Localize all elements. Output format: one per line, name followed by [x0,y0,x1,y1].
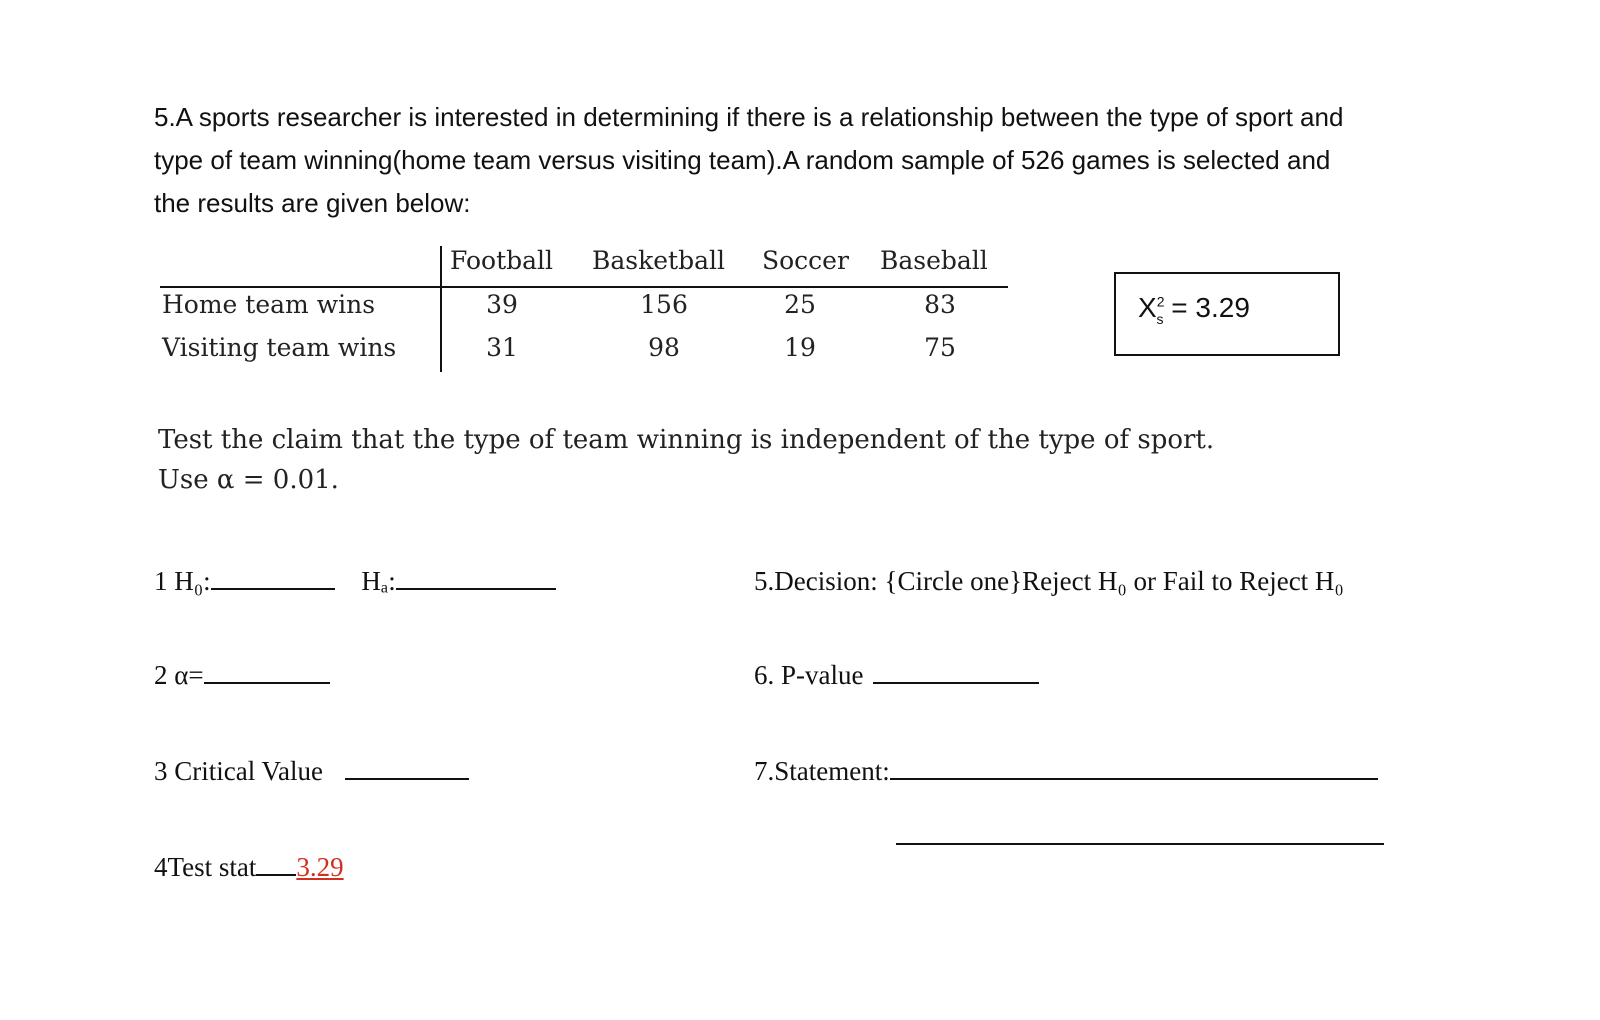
chi-sub: s [1156,310,1164,327]
statement-blank-1[interactable] [890,777,1378,780]
test-stat-label: 4Test stat [154,852,257,882]
question-6 [754,660,1039,691]
cell-home-baseball: 83 [924,290,956,319]
question-2 [154,660,330,691]
alpha-label: 2 α= [154,660,204,690]
intro-line-1: 5.A sports researcher is interested in determining if there is a relationship between the type of sport and [154,102,1344,132]
question-5 [754,566,1344,597]
claim-text [158,420,1214,500]
h0-blank[interactable] [211,587,335,590]
intro-line-2: type of team winning(home team versus visiting team).A random sample of 526 games is selected and [154,145,1331,175]
cell-home-soccer: 25 [784,290,816,319]
table-vertical-divider [440,246,442,372]
question-7 [754,756,1378,787]
row-label-home: Home team wins [162,290,376,319]
question-3 [154,756,469,787]
header-soccer: Soccer [762,246,849,275]
cell-visiting-basketball: 98 [648,333,680,362]
cell-home-basketball: 156 [640,290,688,319]
header-football: Football [450,246,554,275]
chi-square-box [1114,272,1340,356]
p-value-blank[interactable] [873,681,1039,684]
chi-sup: 2 [1156,293,1165,310]
cell-home-football: 39 [486,290,518,319]
problem-intro [154,96,1474,225]
cell-visiting-football: 31 [486,333,518,362]
h0-label: 1 H₀: [154,566,211,596]
critical-value-blank[interactable] [345,777,469,780]
statement-label: 7.Statement: [754,756,890,786]
cell-visiting-baseball: 75 [924,333,956,362]
ha-label: Hₐ: [361,566,396,596]
test-stat-answer[interactable]: 3.29 [296,852,344,882]
chi-square-text [1138,292,1250,327]
question-4 [154,852,344,883]
header-baseball: Baseball [880,246,988,275]
ha-blank[interactable] [396,587,556,590]
table-horizontal-divider [160,286,1008,288]
test-stat-blank [256,873,296,876]
chi-symbol: X [1138,292,1157,323]
question-1 [154,566,556,597]
critical-value-label: 3 Critical Value [154,756,323,786]
cell-visiting-soccer: 19 [784,333,816,362]
row-label-visiting: Visiting team wins [162,333,397,362]
claim-line-1: Test the claim that the type of team winning is independent of the type of sport. [158,425,1215,455]
claim-line-2: Use α = 0.01. [158,465,339,495]
chi-value: = 3.29 [1171,292,1250,323]
header-basketball: Basketball [592,246,725,275]
alpha-blank[interactable] [204,681,330,684]
intro-line-3: the results are given below: [154,188,471,218]
statement-blank-2[interactable] [896,843,1384,845]
decision-text: 5.Decision: {Circle one}Reject H₀ or Fail to Reject H₀ [754,566,1344,596]
p-value-label: 6. P-value [754,660,864,690]
